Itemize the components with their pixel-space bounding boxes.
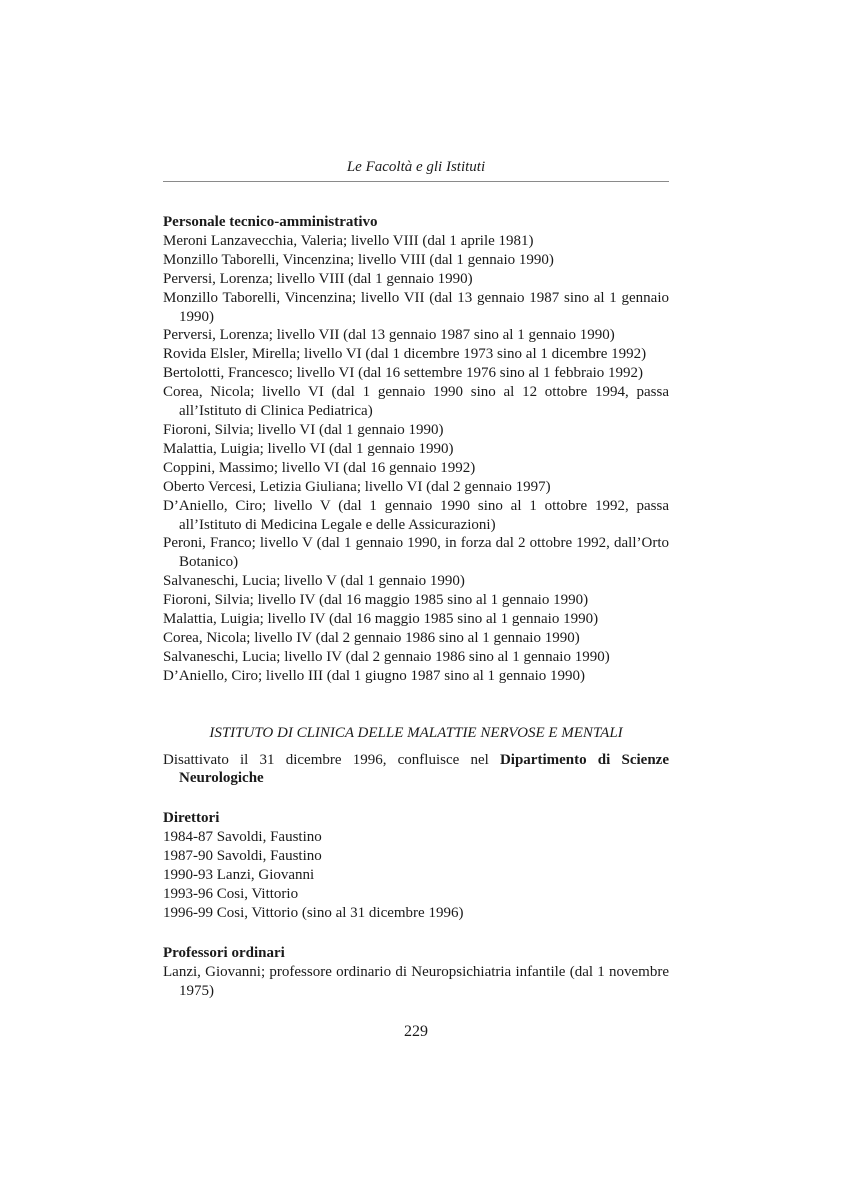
list-item: Coppini, Massimo; livello VI (dal 16 gennaio 1992) <box>163 459 476 476</box>
institute-note-text: Disattivato il 31 dicembre 1996, confluisce nel <box>163 751 500 768</box>
institute-title: ISTITUTO DI CLINICA DELLE MALATTIE NERVOSE E MENTALI <box>209 724 623 741</box>
list-item: Rovida Elsler, Mirella; livello VI (dal 1 dicembre 1973 sino al 1 dicembre 1992) <box>163 346 647 363</box>
list-item: Lanzi, Giovanni; professore ordinario di Neuropsichiatria infantile (dal 1 novembre 1975) <box>163 963 669 999</box>
list-item: D’Aniello, Ciro; livello III (dal 1 giugno 1987 sino al 1 gennaio 1990) <box>163 667 586 684</box>
section-heading-direttori: Direttori <box>163 810 220 827</box>
list-item: Fioroni, Silvia; livello VI (dal 1 gennaio 1990) <box>163 421 444 438</box>
direttori-list <box>163 828 669 923</box>
list-item: Perversi, Lorenza; livello VIII (dal 1 gennaio 1990) <box>163 270 473 287</box>
institute-note-department: Dipartimento di Scienze Neurologiche <box>179 751 669 787</box>
list-item: 1990-93 Lanzi, Giovanni <box>163 867 315 884</box>
list-item: Corea, Nicola; livello IV (dal 2 gennaio 1986 sino al 1 gennaio 1990) <box>163 629 580 646</box>
list-item: Perversi, Lorenza; livello VII (dal 13 gennaio 1987 sino al 1 gennaio 1990) <box>163 327 615 344</box>
list-item: Corea, Nicola; livello VI (dal 1 gennaio 1990 sino al 12 ottobre 1994, passa all’Istituto di Clinica Pediatrica) <box>163 384 669 420</box>
personale-list <box>163 232 669 686</box>
header-rule <box>163 181 669 182</box>
page-body <box>163 213 669 1001</box>
list-item: Peroni, Franco; livello V (dal 1 gennaio 1990, in forza dal 2 ottobre 1992, dall’Orto Botanico) <box>163 535 669 571</box>
spacer <box>163 923 669 944</box>
list-item: 1996-99 Cosi, Vittorio (sino al 31 dicembre 1996) <box>163 904 464 921</box>
list-item: Monzillo Taborelli, Vincenzina; livello VII (dal 13 gennaio 1987 sino al 1 gennaio 1990) <box>163 289 669 325</box>
institute-note <box>163 751 669 789</box>
list-item: 1984-87 Savoldi, Faustino <box>163 829 322 846</box>
list-item: Malattia, Luigia; livello IV (dal 16 maggio 1985 sino al 1 gennaio 1990) <box>163 611 599 628</box>
list-item: Malattia, Luigia; livello VI (dal 1 gennaio 1990) <box>163 440 454 457</box>
list-item: Salvaneschi, Lucia; livello IV (dal 2 gennaio 1986 sino al 1 gennaio 1990) <box>163 648 610 665</box>
list-item: D’Aniello, Ciro; livello V (dal 1 gennaio 1990 sino al 1 ottobre 1992, passa all’Istituto di Medicina Legale e delle Assicurazioni) <box>163 497 669 533</box>
page-number: 229 <box>404 1023 428 1040</box>
list-item: Monzillo Taborelli, Vincenzina; livello VIII (dal 1 gennaio 1990) <box>163 251 554 268</box>
professori-list <box>163 963 669 1001</box>
list-item: Fioroni, Silvia; livello IV (dal 16 maggio 1985 sino al 1 gennaio 1990) <box>163 592 589 609</box>
list-item: Meroni Lanzavecchia, Valeria; livello VIII (dal 1 aprile 1981) <box>163 232 534 249</box>
list-item: Bertolotti, Francesco; livello VI (dal 16 settembre 1976 sino al 1 febbraio 1992) <box>163 365 644 382</box>
list-item: 1987-90 Savoldi, Faustino <box>163 848 322 865</box>
section-heading-professori: Professori ordinari <box>163 944 285 961</box>
list-item: Oberto Vercesi, Letizia Giuliana; livello VI (dal 2 gennaio 1997) <box>163 478 551 495</box>
list-item: Salvaneschi, Lucia; livello V (dal 1 gennaio 1990) <box>163 573 465 590</box>
list-item: 1993-96 Cosi, Vittorio <box>163 886 299 902</box>
section-heading-personale: Personale tecnico-amministrativo <box>163 214 378 230</box>
spacer <box>163 788 669 809</box>
running-head: Le Facoltà e gli Istituti <box>346 159 486 175</box>
